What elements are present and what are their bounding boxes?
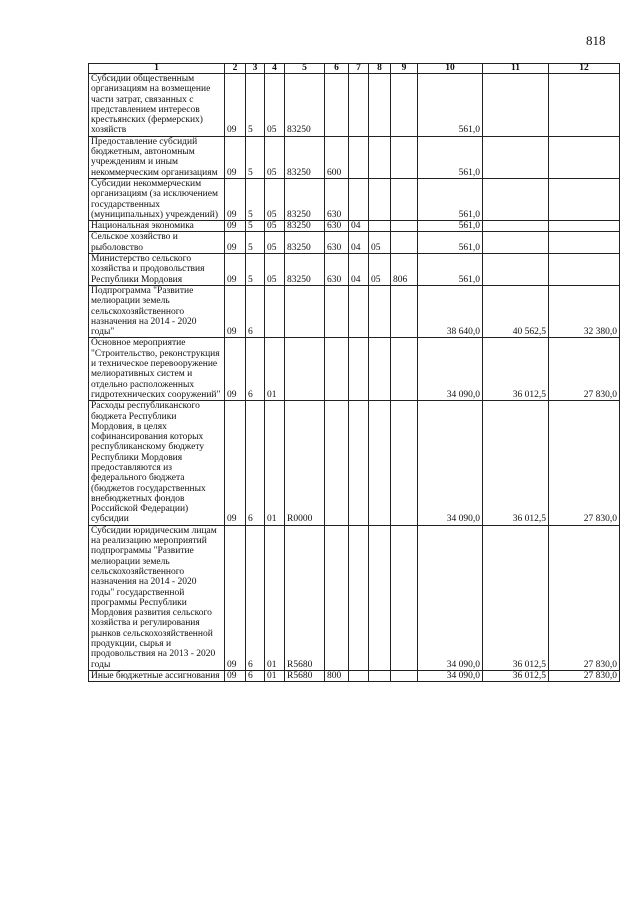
cell-col-11 xyxy=(483,74,549,137)
cell-col-11: 36 012,5 xyxy=(483,670,549,681)
cell-col-3: 5 xyxy=(246,74,265,137)
cell-row-name: Подпрограмма "Развитие мелиорации земель сельскохозяйственного назначения на 2014 - 2020 годы" xyxy=(89,285,225,337)
column-header: 6 xyxy=(325,64,349,74)
cell-col-9 xyxy=(391,221,418,232)
cell-col-7 xyxy=(349,525,369,670)
cell-row-name: Субсидии общественным организациям на возмещение части затрат, связанных с представлением интересов крестьянских (фермерских) хозяйств xyxy=(89,74,225,137)
cell-col-3: 6 xyxy=(246,338,265,401)
cell-col-6: 630 xyxy=(325,221,349,232)
cell-row-name: Министерство сельского хозяйства и продовольствия Республики Мордовия xyxy=(89,254,225,286)
cell-col-8 xyxy=(369,178,391,220)
cell-col-7 xyxy=(349,136,369,178)
cell-col-2: 09 xyxy=(225,74,246,137)
cell-col-5: 83250 xyxy=(285,254,325,286)
cell-row-name: Субсидии некоммерческим организациям (за исключением государственных (муниципальных) учреждений) xyxy=(89,178,225,220)
cell-col-6 xyxy=(325,525,349,670)
table-row xyxy=(89,285,620,337)
cell-col-7 xyxy=(349,670,369,681)
cell-col-7 xyxy=(349,338,369,401)
cell-col-2: 09 xyxy=(225,670,246,681)
cell-row-name: Основное мероприятие "Строительство, реконструкция и техническое перевооружение мелиоративных систем и отдельно расположенных гидротехнических сооружений" xyxy=(89,338,225,401)
column-header: 10 xyxy=(418,64,483,74)
cell-col-4: 01 xyxy=(265,670,285,681)
cell-col-12: 27 830,0 xyxy=(549,338,620,401)
table-row xyxy=(89,670,620,681)
cell-row-name: Сельское хозяйство и рыболовство xyxy=(89,232,225,254)
cell-col-11 xyxy=(483,221,549,232)
cell-col-6 xyxy=(325,285,349,337)
cell-col-12: 32 380,0 xyxy=(549,285,620,337)
cell-col-8 xyxy=(369,401,391,526)
column-header: 2 xyxy=(225,64,246,74)
cell-col-2: 09 xyxy=(225,525,246,670)
cell-col-10: 561,0 xyxy=(418,178,483,220)
cell-row-name: Национальная экономика xyxy=(89,221,225,232)
cell-col-5: R5680 xyxy=(285,525,325,670)
cell-col-12 xyxy=(549,136,620,178)
cell-col-4: 05 xyxy=(265,74,285,137)
cell-col-9 xyxy=(391,338,418,401)
cell-row-name: Субсидии юридическим лицам на реализацию мероприятий подпрограммы "Развитие мелиорации земель сельскохозяйственного назначения на 2014 - 2020 годы" государственной программы Республики Мордовия развития сельского хозяйства и регулирования рынков сельскохозяйственной продукции, сырья и продовольствия на 2013 - 2020 годы xyxy=(89,525,225,670)
cell-col-9 xyxy=(391,401,418,526)
cell-col-3: 5 xyxy=(246,221,265,232)
cell-col-11: 40 562,5 xyxy=(483,285,549,337)
column-header: 3 xyxy=(246,64,265,74)
cell-col-7 xyxy=(349,178,369,220)
cell-col-7 xyxy=(349,285,369,337)
cell-col-5 xyxy=(285,285,325,337)
cell-col-10: 34 090,0 xyxy=(418,338,483,401)
cell-col-4: 05 xyxy=(265,178,285,220)
cell-col-10: 561,0 xyxy=(418,136,483,178)
cell-col-2: 09 xyxy=(225,221,246,232)
cell-col-5: 83250 xyxy=(285,136,325,178)
table-row xyxy=(89,525,620,670)
cell-col-12 xyxy=(549,232,620,254)
cell-col-7 xyxy=(349,74,369,137)
column-header: 8 xyxy=(369,64,391,74)
cell-col-8 xyxy=(369,74,391,137)
cell-col-8 xyxy=(369,525,391,670)
table-row xyxy=(89,136,620,178)
cell-col-5: 83250 xyxy=(285,232,325,254)
cell-col-8: 05 xyxy=(369,254,391,286)
cell-col-12: 27 830,0 xyxy=(549,401,620,526)
table-row xyxy=(89,401,620,526)
cell-col-3: 6 xyxy=(246,285,265,337)
cell-col-3: 5 xyxy=(246,178,265,220)
cell-col-10: 34 090,0 xyxy=(418,670,483,681)
cell-col-3: 6 xyxy=(246,670,265,681)
cell-col-6 xyxy=(325,338,349,401)
cell-col-7: 04 xyxy=(349,232,369,254)
cell-col-6: 630 xyxy=(325,232,349,254)
cell-row-name: Расходы республиканского бюджета Республики Мордовия, в целях софинансирования которых республиканскому бюджету Республики Мордовия предоставляются из федерального бюджета (бюджетов государственных внебюджетных фондов Российской Федерации) субсидии xyxy=(89,401,225,526)
cell-col-6 xyxy=(325,74,349,137)
cell-col-4: 01 xyxy=(265,338,285,401)
cell-col-3: 6 xyxy=(246,525,265,670)
table-row xyxy=(89,232,620,254)
cell-col-5: R5680 xyxy=(285,670,325,681)
cell-col-9 xyxy=(391,136,418,178)
cell-col-10: 561,0 xyxy=(418,221,483,232)
cell-col-8 xyxy=(369,221,391,232)
cell-col-3: 5 xyxy=(246,136,265,178)
cell-col-6: 800 xyxy=(325,670,349,681)
cell-col-12 xyxy=(549,178,620,220)
cell-col-9 xyxy=(391,232,418,254)
cell-col-9 xyxy=(391,670,418,681)
cell-col-9 xyxy=(391,525,418,670)
table-row xyxy=(89,178,620,220)
cell-col-8 xyxy=(369,670,391,681)
cell-col-4 xyxy=(265,285,285,337)
cell-col-10: 34 090,0 xyxy=(418,525,483,670)
cell-col-2: 09 xyxy=(225,285,246,337)
cell-col-4: 05 xyxy=(265,136,285,178)
cell-col-2: 09 xyxy=(225,178,246,220)
cell-col-12 xyxy=(549,221,620,232)
cell-row-name: Иные бюджетные ассигнования xyxy=(89,670,225,681)
cell-col-10: 34 090,0 xyxy=(418,401,483,526)
cell-col-2: 09 xyxy=(225,254,246,286)
cell-col-12: 27 830,0 xyxy=(549,525,620,670)
cell-col-4: 01 xyxy=(265,525,285,670)
table-row xyxy=(89,221,620,232)
cell-col-11 xyxy=(483,232,549,254)
cell-col-11 xyxy=(483,178,549,220)
column-header: 11 xyxy=(483,64,549,74)
cell-col-2: 09 xyxy=(225,338,246,401)
cell-col-11 xyxy=(483,254,549,286)
cell-col-8 xyxy=(369,338,391,401)
cell-col-3: 5 xyxy=(246,232,265,254)
cell-col-12 xyxy=(549,254,620,286)
cell-col-4: 05 xyxy=(265,221,285,232)
cell-col-8 xyxy=(369,285,391,337)
cell-col-11: 36 012,5 xyxy=(483,338,549,401)
table-row xyxy=(89,74,620,137)
cell-col-9 xyxy=(391,178,418,220)
cell-col-12: 27 830,0 xyxy=(549,670,620,681)
cell-col-6 xyxy=(325,401,349,526)
cell-col-3: 5 xyxy=(246,254,265,286)
cell-col-5 xyxy=(285,338,325,401)
column-header: 9 xyxy=(391,64,418,74)
cell-col-11 xyxy=(483,136,549,178)
cell-col-12 xyxy=(549,74,620,137)
cell-col-5: R0000 xyxy=(285,401,325,526)
cell-col-3: 6 xyxy=(246,401,265,526)
cell-col-10: 561,0 xyxy=(418,74,483,137)
cell-col-4: 05 xyxy=(265,254,285,286)
cell-col-9 xyxy=(391,74,418,137)
cell-col-6: 630 xyxy=(325,254,349,286)
header-row xyxy=(89,64,620,74)
cell-col-10: 561,0 xyxy=(418,254,483,286)
cell-col-2: 09 xyxy=(225,136,246,178)
column-header: 12 xyxy=(549,64,620,74)
cell-col-11: 36 012,5 xyxy=(483,401,549,526)
cell-col-10: 561,0 xyxy=(418,232,483,254)
budget-table xyxy=(88,63,620,682)
cell-col-8 xyxy=(369,136,391,178)
cell-col-2: 09 xyxy=(225,401,246,526)
cell-col-4: 05 xyxy=(265,232,285,254)
cell-col-6: 600 xyxy=(325,136,349,178)
cell-col-11: 36 012,5 xyxy=(483,525,549,670)
cell-col-2: 09 xyxy=(225,232,246,254)
cell-col-8: 05 xyxy=(369,232,391,254)
cell-col-9 xyxy=(391,285,418,337)
cell-col-10: 38 640,0 xyxy=(418,285,483,337)
cell-col-7: 04 xyxy=(349,221,369,232)
cell-col-4: 01 xyxy=(265,401,285,526)
column-header: 4 xyxy=(265,64,285,74)
column-header: 1 xyxy=(89,64,225,74)
cell-col-5: 83250 xyxy=(285,221,325,232)
column-header: 5 xyxy=(285,64,325,74)
cell-col-5: 83250 xyxy=(285,178,325,220)
column-header: 7 xyxy=(349,64,369,74)
cell-row-name: Предоставление субсидий бюджетным, автономным учреждениям и иным некоммерческим организациям xyxy=(89,136,225,178)
table-row xyxy=(89,338,620,401)
cell-col-7 xyxy=(349,401,369,526)
table-row xyxy=(89,254,620,286)
cell-col-6: 630 xyxy=(325,178,349,220)
cell-col-7: 04 xyxy=(349,254,369,286)
page-number: 818 xyxy=(586,33,606,48)
cell-col-9: 806 xyxy=(391,254,418,286)
cell-col-5: 83250 xyxy=(285,74,325,137)
